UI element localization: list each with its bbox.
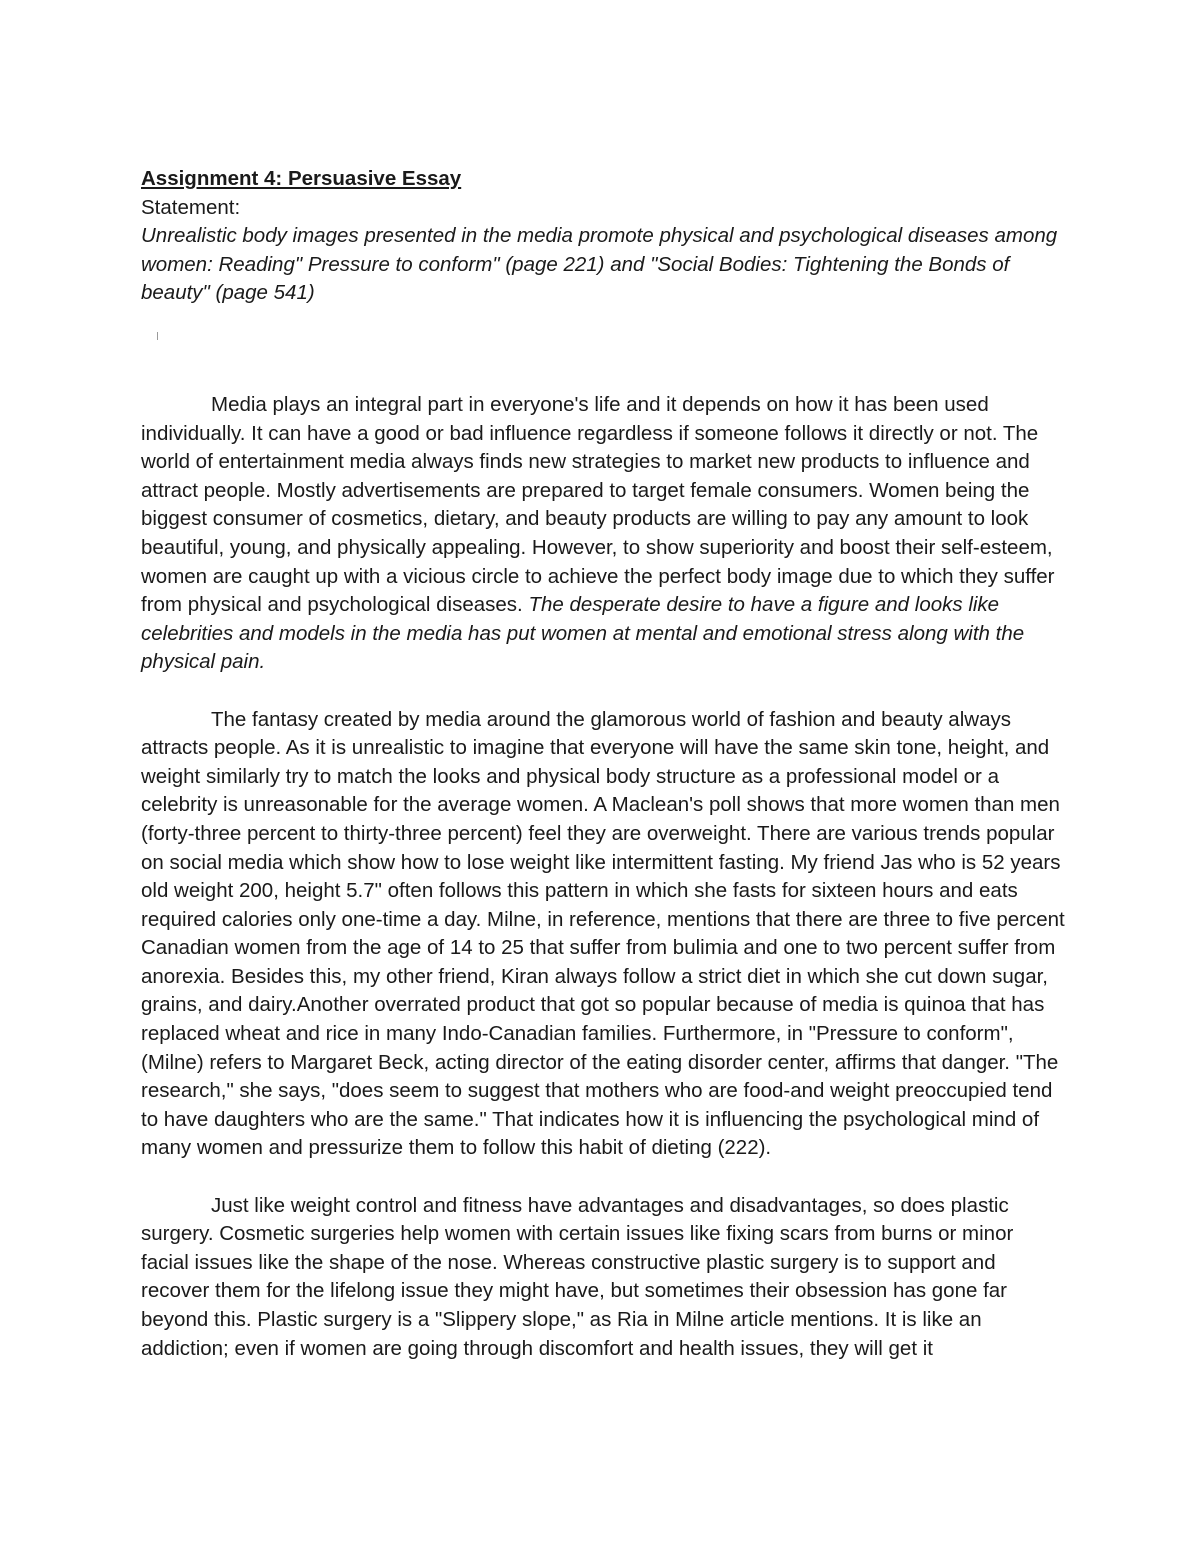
paragraph-2	[141, 706, 1066, 1164]
stray-mark	[157, 332, 158, 340]
paragraph-3	[141, 1192, 1066, 1364]
paragraph-1-text: Media plays an integral part in everyone's life and it depends on how it has been used individually. It can have a good or bad influence regardless if someone follows it directly or not. The world of entertainment media always finds new strategies to market new products to influence and attract people. Mostly advertisements are prepared to target female consumers. Women being the biggest consumer of cosmetics, dietary, and beauty products are willing to pay any amount to look beautiful, young, and physically appealing. However, to show superiority and boost their self-esteem, women are caught up with a vicious circle to achieve the perfect body image due to which they suffer from physical and psychological diseases.	[141, 393, 1055, 617]
document-header	[141, 165, 1066, 308]
statement-label: Statement:	[141, 195, 241, 219]
paragraph-3-text: Just like weight control and fitness have advantages and disadvantages, so does plastic surgery. Cosmetic surgeries help women with certain issues like fixing scars from burns or minor facial issues like the shape of the nose. Whereas constructive plastic surgery is to support and recover them for the lifelong issue they might have, but sometimes their obsession has gone far beyond this. Plastic surgery is a "Slippery slope," as Ria in Milne article mentions. It is like an addiction; even if women are going through discomfort and health issues, they will get it	[141, 1193, 1014, 1360]
paragraph-1	[141, 391, 1066, 677]
statement-text: Unrealistic body images presented in the media promote physical and psychological diseases among women: Reading" Pressure to conform" (page 221) and "Social Bodies: Tightening the Bonds of beauty" (page 541)	[141, 224, 1058, 305]
paragraph-1-emphasis: The desperate desire to have a figure and looks like celebrities and models in the media has put women at mental and emotional stress along with the physical pain.	[141, 593, 1025, 674]
document-title: Assignment 4: Persuasive Essay	[141, 167, 462, 190]
paragraph-2-text: The fantasy created by media around the glamorous world of fashion and beauty always attracts people. As it is unrealistic to imagine that everyone will have the same skin tone, height, and weight similarly try to match the looks and physical body structure as a professional model or a celebrity is unreasonable for the average women. A Maclean's poll shows that more women than men (forty-three percent to thirty-three percent) feel they are overweight. There are various trends popular on social media which show how to lose weight like intermittent fasting. My friend Jas who is 52 years old weight 200, height 5.7" often follows this pattern in which she fasts for sixteen hours and eats required calories only one-time a day. Milne, in reference, mentions that there are three to five percent Canadian women from the age of 14 to 25 that suffer from bulimia and one to two percent suffer from anorexia. Besides this, my other friend, Kiran always follow a strict diet in which she cut down sugar, grains, and dairy.Another overrated product that got so popular because of media is quinoa that has replaced wheat and rice in many Indo-Canadian families. Furthermore, in "Pressure to conform", (Milne) refers to Margaret Beck, acting director of the eating disorder center, affirms that danger. "The research," she says, "does seem to suggest that mothers who are food-and weight preoccupied tend to have daughters who are the same." That indicates how it is influencing the psychological mind of many women and pressurize them to follow this habit of dieting (222).	[141, 707, 1065, 1160]
essay-body	[141, 391, 1066, 1392]
